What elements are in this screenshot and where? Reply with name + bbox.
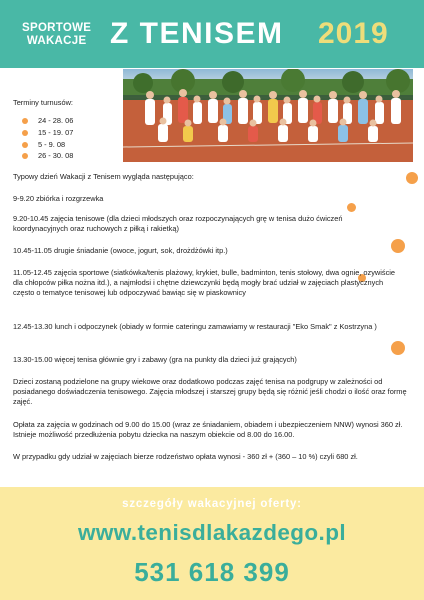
header-subtitle-line2: WAKACJE: [26, 35, 87, 47]
header-title: Z TENISEM: [110, 17, 284, 50]
header-subtitle: [22, 22, 91, 48]
orange-dot: [391, 341, 405, 355]
list-item: 26 - 30. 08: [22, 150, 73, 162]
bullet-icon: [22, 142, 28, 148]
schedule-paragraph-1: 9-9.20 zbiórka i rozgrzewka: [13, 194, 104, 203]
bullet-icon: [22, 130, 28, 136]
group-photo: [123, 69, 413, 162]
list-item: 24 - 28. 06: [22, 115, 73, 127]
footer-offer-label: szczegóły wakacyjnej oferty:: [122, 498, 302, 510]
header-banner: [0, 0, 424, 68]
header-subtitle-line1: SPORTOWE: [22, 22, 92, 34]
orange-dot: [347, 203, 356, 212]
list-item: 5 - 9. 08: [22, 139, 73, 151]
bullet-icon: [22, 118, 28, 124]
schedule-paragraph-5: 12.45-13.30 lunch i odpoczynek (obiady w formie cateringu zamawiamy w restauracji "Eko Smak" z Kostrzyna ): [13, 322, 377, 331]
intro-paragraph: Typowy dzień Wakacji z Tenisem wygląda następująco:: [13, 172, 194, 181]
group-photo-image: [123, 69, 413, 162]
list-item: 15 - 19. 07: [22, 127, 73, 139]
header-year: 2019: [318, 17, 389, 50]
schedule-paragraph-3: 10.45-11.05 drugie śniadanie (owoce, jogurt, sok, drożdżówki itp.): [13, 246, 228, 255]
schedule-paragraph-6: 13.30-15.00 więcej tenisa głównie gry i zabawy (gra na punkty dla dzieci już grających): [13, 355, 297, 364]
schedule-paragraph-4: 11.05-12.45 zajęcia sportowe (siatkówka/tenis plażowy, krykiet, bulle, badminton, tenis stołowy, dwa ognie, ozywiście dla chłopców piłka nożna itd.), a najmłodsi i chętne dziewczynki będą mogły brać udział w zajęciach plastycznych często o tematyce tenisowej lub odpoczywać bawiąc się w piaskownicy: [13, 268, 396, 298]
bullet-icon: [22, 153, 28, 159]
siblings-paragraph: W przypadku gdy udział w zajęciach bierze rodzeństwo opłata wynosi - 360 zł + (360 – 10 %) czyli 680 zł.: [13, 452, 358, 461]
price-paragraph: Opłata za zajęcia w godzinach od 9.00 do 15.00 (wraz ze śniadaniem, obiadem i ubezpieczeniem NNW) wynosi 360 zł. Istnieje możliwość przedłużenia pobytu dziecka na naszym obiekcie od 8.00 do 16.00.: [13, 420, 403, 440]
schedule-paragraph-2: 9.20-10.45 zajęcia tenisowe (dla dzieci młodszych oraz rozpoczynających grę w tenisa dużo ćwiczeń koordynacyjnych oraz ruchowych z piłką i rakietką): [13, 214, 343, 234]
terms-title: Terminy turnusów:: [13, 98, 73, 107]
terms-list: [22, 115, 73, 162]
groups-paragraph: Dzieci zostaną podzielone na grupy wiekowe oraz dodatkowo podczas zajęć tenisa na podgrupy w zależności od posiadanego doświadczenia tenisowego. Zajęcia młodszej i starszej grupy będą się różnić jeśli chodzi o ilość oraz formę zajęć.: [13, 377, 407, 407]
website-link[interactable]: www.tenisdlakazdego.pl: [77, 520, 346, 545]
phone-number[interactable]: 531 618 399: [134, 557, 290, 587]
